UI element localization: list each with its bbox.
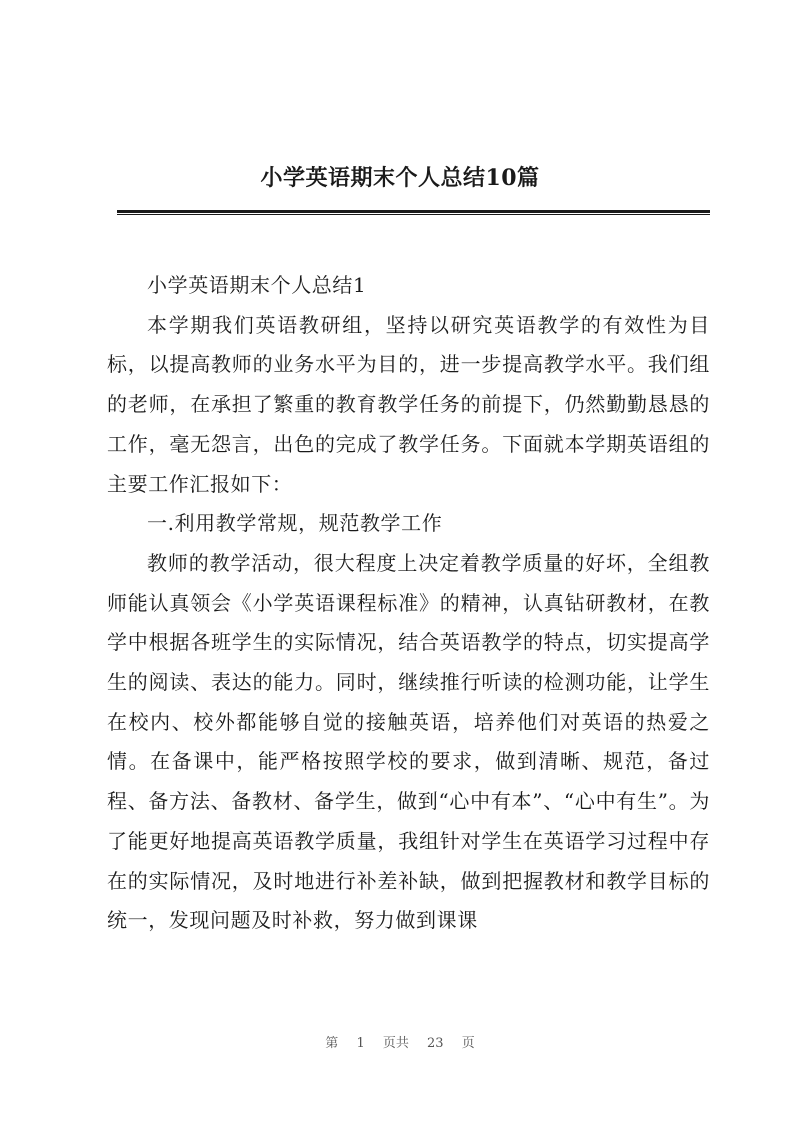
page-footer xyxy=(0,1032,800,1051)
subsection-heading: 一.利用教学常规，规范教学工作 xyxy=(147,511,443,536)
title-divider xyxy=(117,210,710,215)
document-title: 小学英语期末个人总结10篇 xyxy=(260,165,540,191)
document-body xyxy=(107,266,710,941)
section-heading: 小学英语期末个人总结1 xyxy=(147,273,367,297)
footer-middle: 页共 xyxy=(382,1036,409,1051)
footer-prefix: 第 xyxy=(325,1036,339,1051)
body-paragraph: 本学期我们英语教研组，坚持以研究英语教学的有效性为目标，以提高教师的业务水平为目的，进一步提高教学水平。我们组的老师，在承担了繁重的教育教学任务的前提下，仍然勤勤恳恳的工作，毫无怨言，出色的完成了教学任务。下面就本学期英语组的主要工作汇报如下： xyxy=(107,312,710,496)
current-page-number: 1 xyxy=(356,1036,365,1051)
total-pages-number: 23 xyxy=(427,1036,444,1051)
footer-suffix: 页 xyxy=(461,1036,475,1051)
body-paragraph: 教师的教学活动，很大程度上决定着教学质量的好坏，全组教师能认真领会《小学英语课程标准》的精神，认真钻研教材，在教学中根据各班学生的实际情况，结合英语教学的特点，切实提高学生的阅读、表达的能力。同时，继续推行听读的检测功能，让学生在校内、校外都能够自觉的接触英语，培养他们对英语的热爱之情。在备课中，能严格按照学校的要求，做到清晰、规范，备过程、备方法、备教材、备学生，做到“心中有本”、“心中有生”。为了能更好地提高英语教学质量，我组针对学生在英语学习过程中存在的实际情况，及时地进行补差补缺，做到把握教材和教学目标的统一，发现问题及时补救，努力做到课课 xyxy=(107,550,710,933)
